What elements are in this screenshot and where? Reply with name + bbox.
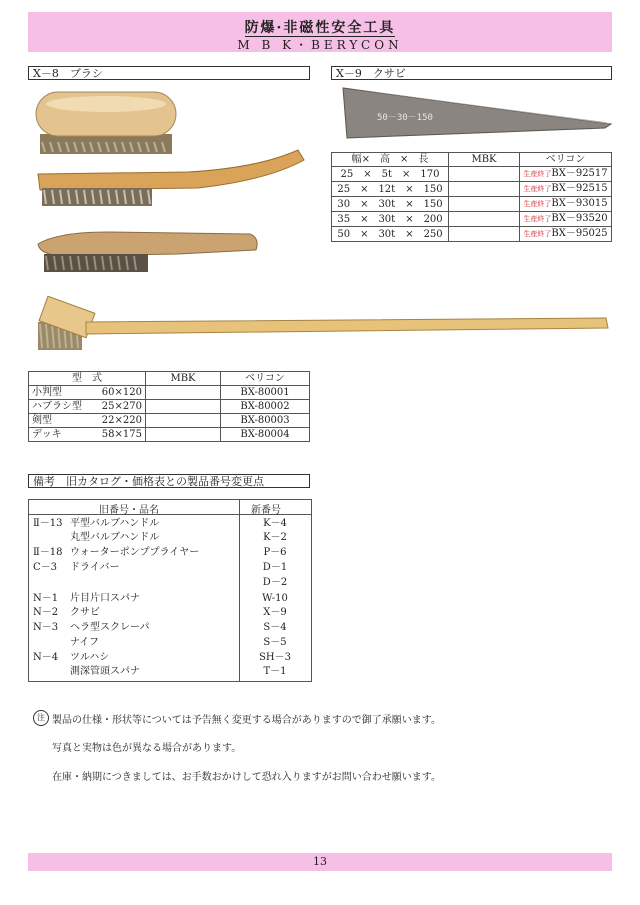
table-row: N－3 ヘラ型スクレーパ S－4 [33,622,287,633]
changes-col-old: 旧番号・品名 [99,505,159,516]
table-row: N－2 クサビ X－9 [33,607,287,618]
page-number: 13 [313,855,327,868]
changes-table [28,499,312,682]
table-row: 30 × 30t × 150 生産終了BX－93015 [332,197,612,212]
brush-col-berycon: ベリコン [221,372,310,386]
table-row: ハブラシ型 25×270 BX-80002 [29,400,310,414]
table-row: ナイフ S－5 [70,637,287,648]
table-row: 剣型 22×220 BX-80003 [29,414,310,428]
table-row: N－1 片目片口スパナ W-10 [33,593,288,604]
section-wedge-title: X－9 クサビ [331,66,612,80]
wedge-table [331,152,612,242]
table-row: D－2 [262,577,288,588]
wedge-col-mbk: MBK [449,153,520,167]
oval-brush-image [36,92,176,154]
discontinued-badge: 生産終了 [523,230,552,238]
page-subtitle: M B K・BERYCON [237,38,403,52]
section-changes-title: 備考 旧カタログ・価格表との製品番号変更点 [28,474,310,488]
page-title: 防爆·非磁性安全工具 [244,20,396,36]
wedge-col-berycon: ベリコン [520,153,612,167]
table-row: C－3 ドライバー D－1 [33,562,288,573]
table-row: 35 × 30t × 200 生産終了BX－93520 [332,212,612,227]
note-mark: 注 [33,710,49,726]
note-line-2: 写真と実物は色が異なる場合があります。 [52,743,242,754]
wedge-photo [335,84,615,144]
table-row: 小判型 60×120 BX-80001 [29,386,310,400]
discontinued-badge: 生産終了 [523,170,552,178]
deck-type-image [38,296,608,350]
changes-col-new: 新番号 [251,505,281,516]
discontinued-badge: 生産終了 [523,215,552,223]
brush-col-type: 型 式 [29,372,146,386]
table-row: 丸型バルブハンドル K－2 [70,532,287,543]
wedge-stamp: 50－30－150 [377,113,433,123]
table-row: 25 × 12t × 150 生産終了BX－92515 [332,182,612,197]
toothbrush-type-image [38,150,304,206]
note-line-3: 在庫・納期につきましては、お手数おかけして恐れ入りますがお問い合わせ願います。 [52,772,441,783]
page-header [28,12,612,52]
note-line-1: 製品の仕様・形状等については予告無く変更する場合がありますので御了承願います。 [52,715,441,726]
table-row: 50 × 30t × 250 生産終了BX－95025 [332,227,612,242]
brush-table [28,371,310,442]
table-row: 25 × 5t × 170 生産終了BX－92517 [332,167,612,182]
table-row: Ⅱ－18 ウォーターポンププライヤー P－6 [33,547,287,558]
brush-col-mbk: MBK [146,372,221,386]
discontinued-badge: 生産終了 [523,200,552,208]
table-row: デッキ 58×175 BX-80004 [29,428,310,442]
table-row: 測深管頭スパナ T－1 [70,666,287,677]
discontinued-badge: 生産終了 [523,185,552,193]
sword-type-image [38,232,257,272]
section-brush-title: X－8 ブラシ [28,66,310,80]
page-footer [28,853,612,871]
table-row: Ⅱ－13 平型バルブハンドル K－4 [33,518,287,529]
wedge-col-size: 幅× 高 × 長 [332,153,449,167]
table-row: N－4 ツルハシ SH－3 [33,652,291,663]
